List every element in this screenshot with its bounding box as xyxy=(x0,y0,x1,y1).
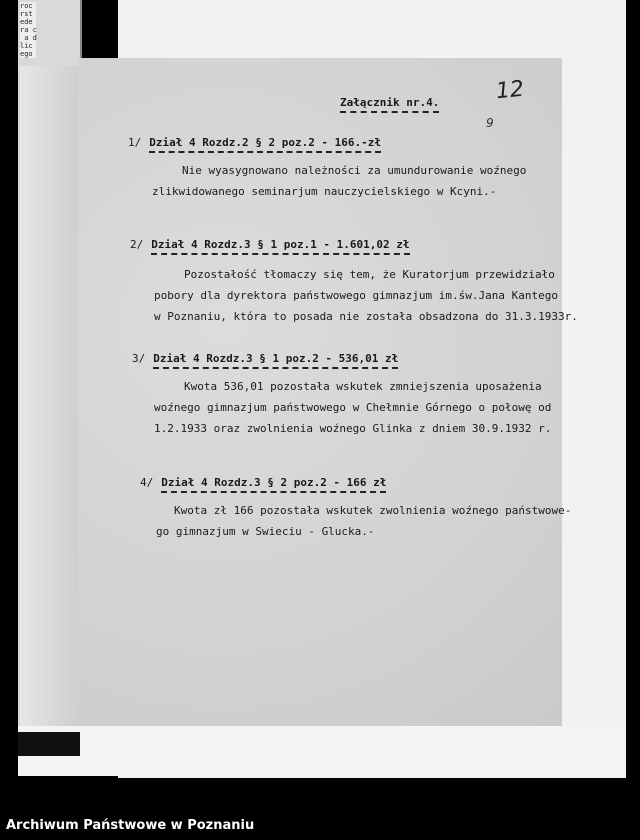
item-2-line-1: Pozostałość tłomaczy się tem, że Kuratorjum przewidziało xyxy=(184,268,555,281)
archive-footer xyxy=(0,812,640,840)
item-1-heading xyxy=(128,136,381,153)
item-2-line-3: w Poznaniu, która to posada nie została obsadzona do 31.3.1933r. xyxy=(154,310,578,323)
adjacent-page-text: roc rst ede ra c a d lic ego xyxy=(20,2,37,58)
page-fold xyxy=(20,66,78,731)
item-4-line-1: Kwota zł 166 pozostała wskutek zwolnienia woźnego państwowe- xyxy=(174,504,572,517)
item-3-line-1: Kwota 536,01 pozostała wskutek zmniejszenia uposażenia xyxy=(184,380,542,393)
item-4-heading xyxy=(140,476,386,493)
page-number-secondary: 9 xyxy=(486,116,494,130)
item-heading-text: Dział 4 Rozdz.2 § 2 poz.2 - 166.-zł xyxy=(149,136,381,153)
item-heading-text: Dział 4 Rozdz.3 § 2 poz.2 - 166 zł xyxy=(161,476,386,493)
item-1-line-1: Nie wyasygnowano należności za umundurowanie woźnego xyxy=(182,164,527,177)
item-3-line-2: woźnego gimnazjum państwowego w Chełmnie Górnego o połowę od xyxy=(154,401,552,414)
item-heading-text: Dział 4 Rozdz.3 § 1 poz.2 - 536,01 zł xyxy=(153,352,398,369)
archive-name: Archiwum Państwowe w Poznaniu xyxy=(6,818,255,833)
binding-shadow xyxy=(18,732,80,756)
document-title xyxy=(340,96,439,113)
item-2-heading xyxy=(130,238,410,255)
bottom-paper-edge xyxy=(18,726,624,776)
item-heading-text: Dział 4 Rozdz.3 § 1 poz.1 - 1.601,02 zł xyxy=(151,238,409,255)
item-2-line-2: pobory dla dyrektora państwowego gimnazjum im.św.Jana Kantego xyxy=(154,289,558,302)
page-number: 12 xyxy=(494,76,526,105)
document-sheet xyxy=(78,58,578,726)
item-number: 3/ xyxy=(132,352,146,365)
item-number: 4/ xyxy=(140,476,154,489)
item-4-line-2: go gimnazjum w Swieciu - Glucka.- xyxy=(156,525,375,538)
document-title-text: Załącznik nr.4. xyxy=(340,96,439,113)
item-3-line-3: 1.2.1933 oraz zwolnienia woźnego Glinka z dniem 30.9.1932 r. xyxy=(154,422,552,435)
item-number: 2/ xyxy=(130,238,144,251)
item-3-heading xyxy=(132,352,398,369)
item-number: 1/ xyxy=(128,136,142,149)
item-1-line-2: zlikwidowanego seminarjum nauczycielskiego w Kcyni.- xyxy=(152,185,497,198)
